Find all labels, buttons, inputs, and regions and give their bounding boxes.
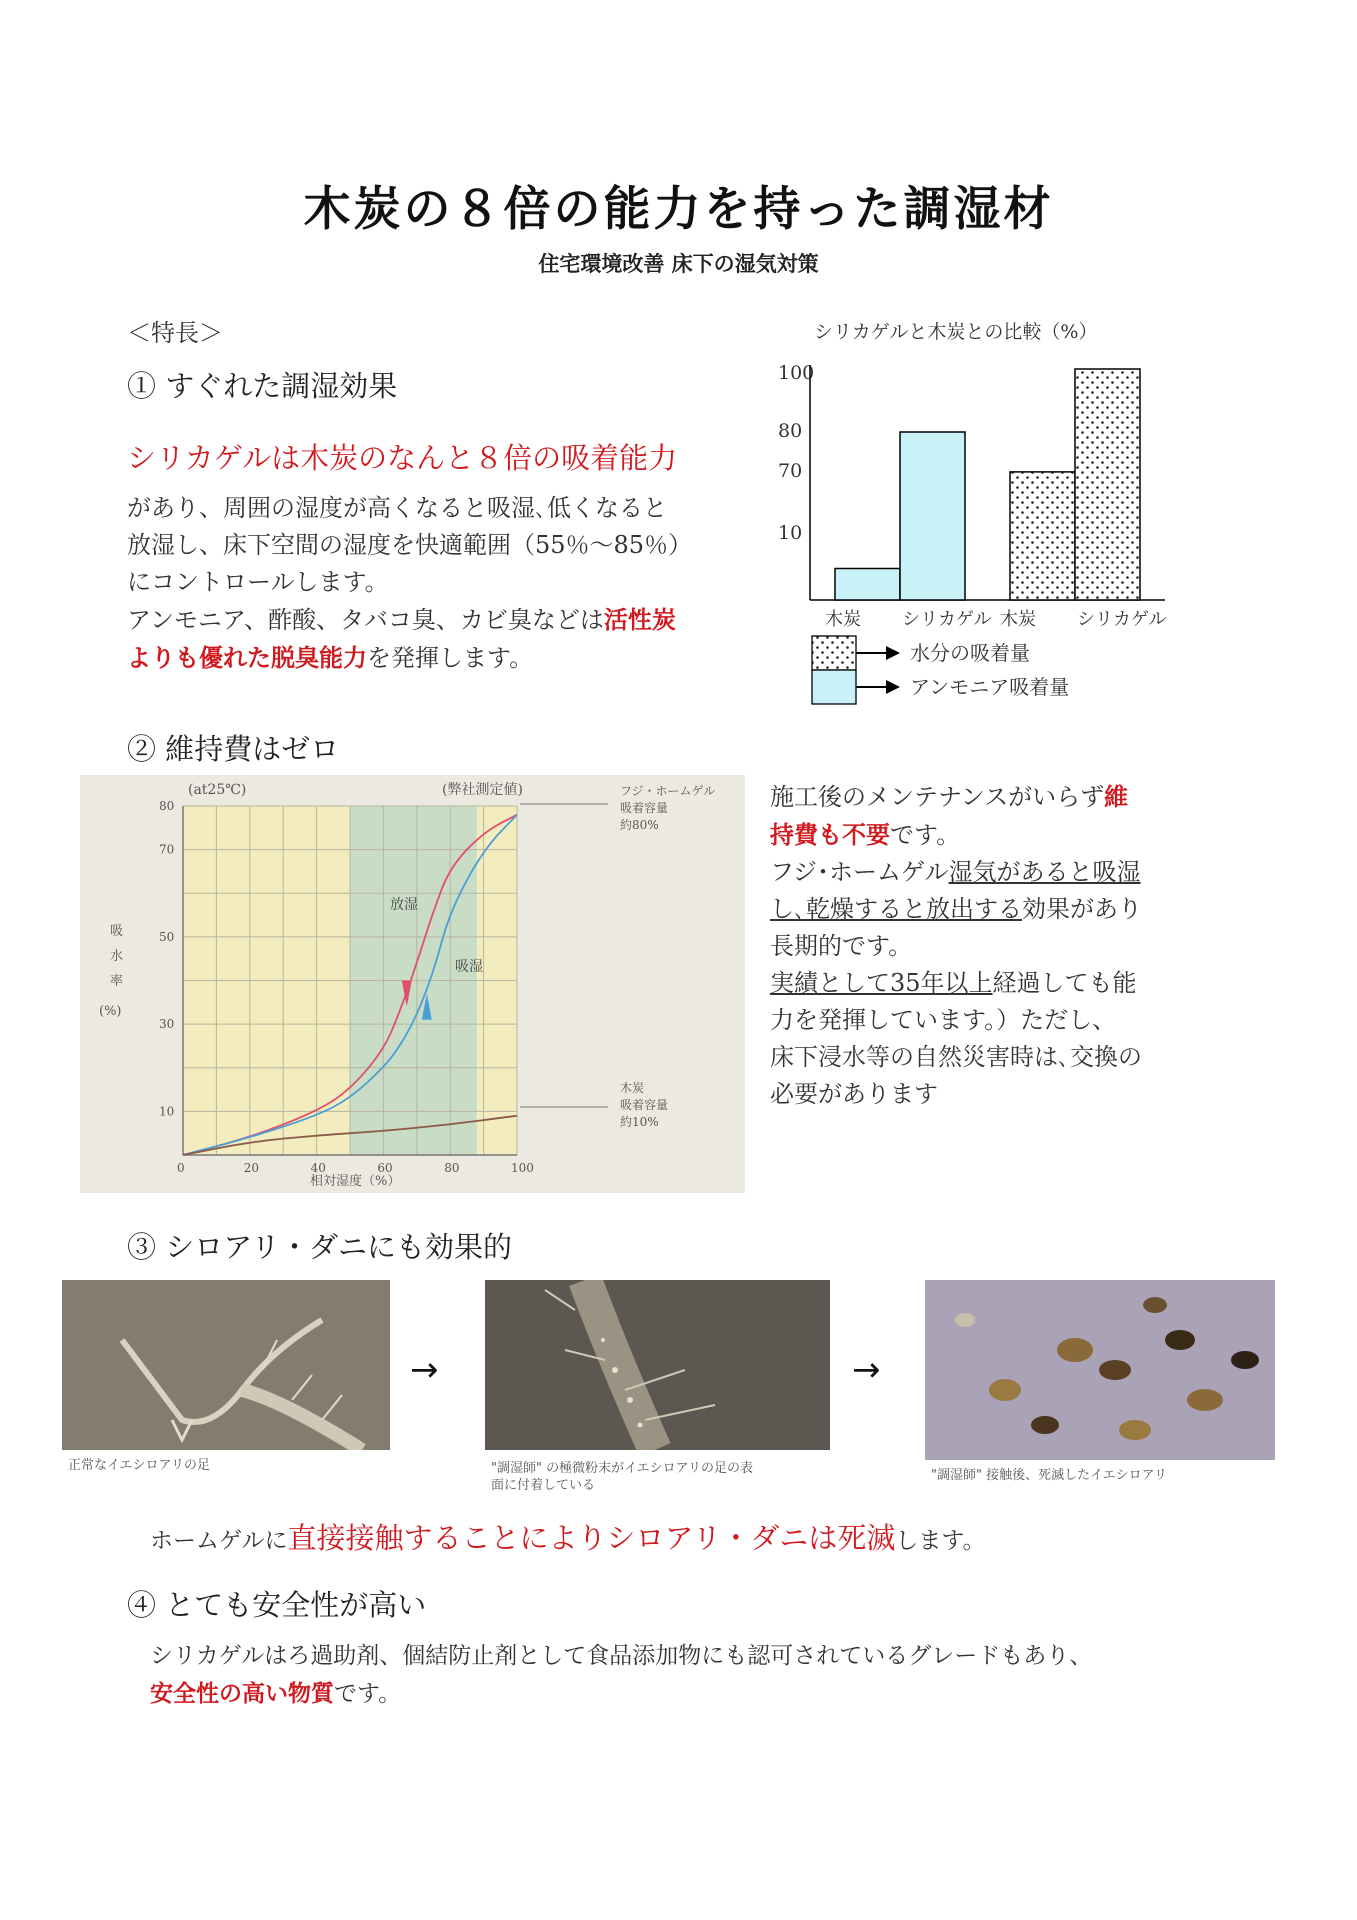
features-heading: ＜特長＞ — [127, 319, 223, 347]
section2-body — [770, 778, 1190, 1113]
photo-normal-termite-leg — [62, 1280, 390, 1478]
section2-line1 — [770, 778, 1190, 816]
legend-arrow-head-water — [886, 646, 900, 660]
photo2-caption-line2: 面に付着している — [491, 1478, 596, 1493]
section2-line6-text: 経過しても能 — [992, 969, 1137, 997]
y-label-char-4: (%) — [99, 1004, 122, 1019]
annotation-absorb: 吸湿 — [455, 959, 483, 975]
section4-heading: ④ とても安全性が高い — [127, 1588, 427, 1622]
charcoal-label-line2: 吸着容量 — [620, 1098, 669, 1112]
photo-powder-on-termite-leg — [485, 1280, 830, 1498]
section1-heading: ① すぐれた調湿効果 — [127, 369, 398, 403]
section1-line4-highlight: 活性炭 — [603, 605, 676, 634]
section2-line7: 力を発揮しています。）ただし、 — [770, 1006, 1117, 1034]
x-tick-100: 100 — [511, 1161, 534, 1175]
x-tick-60: 60 — [377, 1161, 393, 1175]
legend-arrow-head-ammonia — [886, 680, 900, 694]
section1-line5 — [127, 639, 727, 677]
section4-line2 — [150, 1675, 1270, 1713]
section3-text — [150, 1516, 986, 1557]
y-tick-50: 50 — [159, 929, 175, 944]
section2-line2 — [770, 816, 1190, 854]
section1-line2: 放湿し、床下空間の湿度を快適範囲（55％～85％） — [127, 531, 693, 559]
bar-2 — [1010, 472, 1075, 600]
photo-dead-termites — [925, 1280, 1275, 1488]
photo2-caption-line1: "調湿師" の極微粉末がイエシロアリの足の表 — [491, 1461, 754, 1476]
annotation-release: 放湿 — [390, 897, 418, 913]
page-title: 木炭の８倍の能力を持った調湿材 — [303, 182, 1054, 237]
section1-line1: があり、周囲の湿度が高くなると吸湿､低くなると — [127, 494, 667, 522]
section3-heading: ③ シロアリ・ダニにも効果的 — [127, 1230, 513, 1264]
gel-label-line3: 約80% — [620, 818, 659, 832]
bar-chart — [740, 310, 1180, 720]
charcoal-label-line3: 約10% — [620, 1115, 659, 1129]
gel-label-line2: 吸着容量 — [620, 801, 669, 815]
legend-swatch-ammonia — [812, 670, 856, 704]
bar-x-label-2: 木炭 — [1000, 609, 1036, 630]
bar-0 — [835, 569, 900, 601]
section2-line3-underlined: 湿気があると吸湿 — [948, 858, 1141, 886]
legend-label-water: 水分の吸着量 — [910, 641, 1030, 665]
section1-line5-highlight: よりも優れた脱臭能力 — [127, 643, 367, 672]
section2-line3-text: フジ･ホームゲル — [770, 858, 949, 886]
line-chart-x-label: 相対湿度（%） — [310, 1174, 401, 1189]
bar-y-tick-100: 100 — [778, 362, 815, 384]
legend-swatch-water — [812, 636, 856, 670]
x-tick-0: 0 — [177, 1161, 185, 1175]
legend-label-ammonia: アンモニア吸着量 — [910, 675, 1070, 699]
bar-1 — [900, 432, 965, 600]
section3-text-a: ホームゲルに — [150, 1528, 288, 1554]
section4-body — [150, 1637, 1270, 1713]
charcoal-label-line1: 木炭 — [620, 1081, 645, 1095]
y-label-char-1: 吸 — [110, 924, 124, 939]
section2-line1-text: 施工後のメンテナンスがいらず — [770, 783, 1105, 811]
section1-body — [127, 490, 727, 677]
section2-line2-highlight: 持費も不要 — [770, 820, 890, 849]
y-tick-30: 30 — [159, 1017, 175, 1032]
section1-line5-text: を発揮します。 — [367, 644, 534, 672]
x-tick-20: 20 — [243, 1161, 260, 1175]
section2-line9: 必要があります — [770, 1080, 938, 1108]
arrow-icon-1: → — [410, 1350, 439, 1390]
bar-y-tick-80: 80 — [778, 420, 803, 442]
bar-3 — [1075, 369, 1140, 600]
y-tick-80: 80 — [159, 799, 175, 813]
line-chart-source-note: (弊社測定値) — [442, 782, 523, 798]
section3-text-highlight: 直接接触することによりシロアリ・ダニは死滅 — [287, 1521, 896, 1555]
section2-line2-text: です。 — [890, 821, 961, 849]
y-label-char-2: 水 — [110, 949, 124, 964]
section1-line3: にコントロールします。 — [127, 568, 389, 596]
section1-line4-text: アンモニア、酢酸、タバコ臭、カビ臭などは — [127, 606, 604, 634]
bar-x-label-3: シリカゲル — [1077, 609, 1167, 630]
x-tick-80: 80 — [444, 1161, 460, 1175]
section2-line5: 長期的です。 — [770, 932, 913, 960]
section2-line8: 床下浸水等の自然災害時は､交換の — [770, 1043, 1142, 1071]
section4-line1: シリカゲルはろ過助剤、個結防止剤として食品添加物にも認可されているグレードもあり、 — [150, 1643, 1093, 1669]
bar-y-tick-10: 10 — [778, 522, 803, 544]
x-tick-40: 40 — [310, 1161, 326, 1175]
section2-line4-underlined: し､乾燥すると放出する — [770, 895, 1022, 923]
arrow-icon-2: → — [852, 1350, 881, 1390]
gel-label-line1: フジ・ホームゲル — [620, 784, 716, 798]
section4-line2-highlight: 安全性の高い物質 — [150, 1680, 334, 1707]
section4-line2-text: です。 — [334, 1681, 402, 1707]
section1-lead: シリカゲルは木炭のなんと８倍の吸着能力 — [127, 441, 678, 475]
photo2-caption — [491, 1460, 753, 1494]
bar-y-tick-70: 70 — [778, 460, 803, 482]
bar-chart-title: シリカゲルと木炭との比較（%） — [814, 321, 1098, 343]
bar-x-label-1: シリカゲル — [902, 609, 992, 630]
y-tick-70: 70 — [159, 842, 175, 857]
dead-termites-illustration — [925, 1280, 1275, 1488]
line-chart-condition: (at25℃) — [188, 782, 247, 798]
page-subtitle: 住宅環境改善 床下の湿気対策 — [538, 252, 819, 276]
section2-line3 — [770, 854, 1190, 891]
humidity-line-chart — [80, 775, 745, 1193]
section2-line4-text: 効果があり — [1022, 895, 1142, 923]
section2-heading: ② 維持費はゼロ — [127, 732, 340, 766]
y-label-char-3: 率 — [110, 974, 124, 989]
section3-text-c: します。 — [895, 1528, 986, 1554]
termite-leg-illustration — [62, 1280, 390, 1478]
y-tick-10: 10 — [159, 1104, 175, 1119]
bar-x-label-0: 木炭 — [825, 609, 861, 630]
section2-line6-underlined: 実績として35年以上 — [770, 969, 993, 997]
section2-line6 — [770, 965, 1190, 1002]
section2-line4 — [770, 891, 1190, 928]
photo3-caption: "調湿師" 接触後、死滅したイエシロアリ — [931, 1468, 1168, 1483]
section2-line1-highlight: 維 — [1104, 782, 1129, 811]
photo1-caption: 正常なイエシロアリの足 — [68, 1458, 210, 1473]
section1-line4 — [127, 601, 727, 639]
